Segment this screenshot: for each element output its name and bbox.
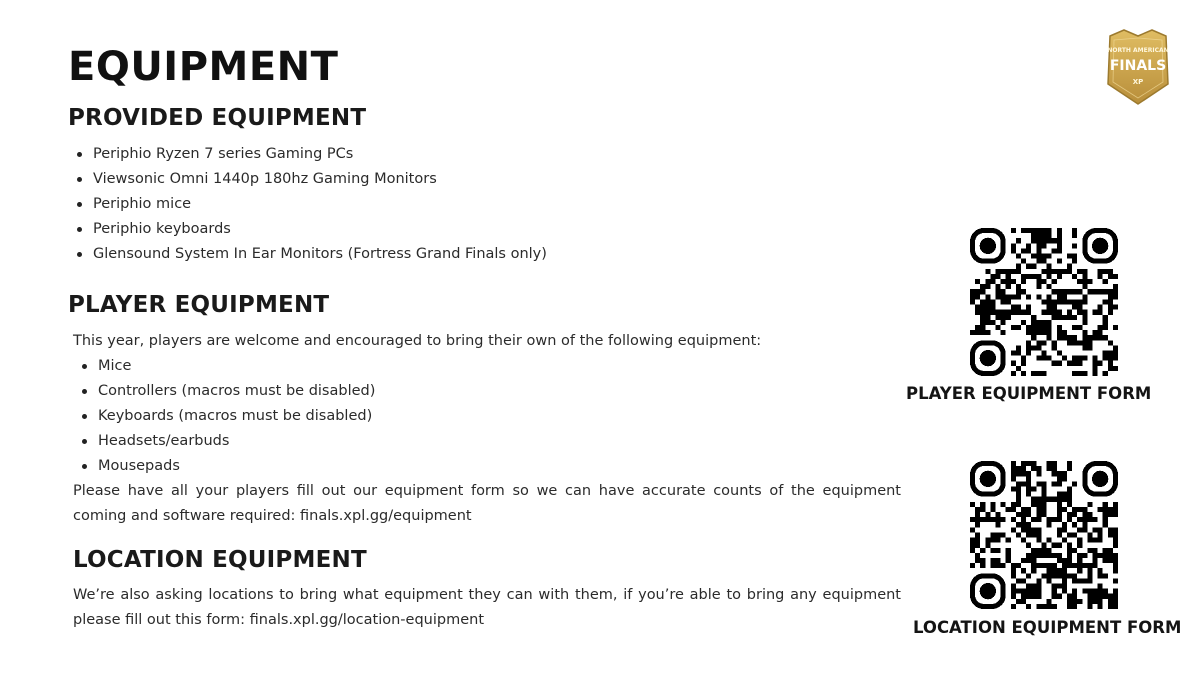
location-equipment-note: We’re also asking locations to bring what equipment they can with them, if you’re able to bring any equipment please fill out this form: finals.xpl.gg/location-equipment xyxy=(73,587,901,628)
location-equipment-form-label: LOCATION EQUIPMENT FORM xyxy=(913,618,1182,637)
north-american-finals-logo xyxy=(1102,26,1174,106)
provided-equipment-heading: PROVIDED EQUIPMENT xyxy=(68,105,367,131)
list-item: Periphio Ryzen 7 series Gaming PCs xyxy=(68,142,547,167)
svg-text:XP: XP xyxy=(1132,78,1144,86)
list-item: Periphio keyboards xyxy=(68,217,547,242)
list-item: Glensound System In Ear Monitors (Fortress Grand Finals only) xyxy=(68,242,547,267)
svg-text:NORTH AMERICAN: NORTH AMERICAN xyxy=(1107,47,1169,54)
player-equipment-intro: This year, players are welcome and encouraged to bring their own of the following equipment: xyxy=(73,333,762,349)
qr-finder-pattern xyxy=(973,464,1004,495)
qr-finder-pattern xyxy=(1085,231,1116,262)
qr-finder-pattern xyxy=(1085,464,1116,495)
svg-text:FINALS: FINALS xyxy=(1109,58,1167,74)
location-equipment-qr-code[interactable] xyxy=(970,461,1118,609)
provided-equipment-list xyxy=(68,142,547,267)
list-item: Headsets/earbuds xyxy=(73,429,375,454)
list-item: Periphio mice xyxy=(68,192,547,217)
player-equipment-qr-code[interactable] xyxy=(970,228,1118,376)
list-item: Mousepads xyxy=(73,454,375,479)
player-equipment-list xyxy=(73,354,375,479)
player-equipment-heading: PLAYER EQUIPMENT xyxy=(68,292,330,318)
page-title: EQUIPMENT xyxy=(68,44,339,90)
list-item: Mice xyxy=(73,354,375,379)
player-equipment-note: Please have all your players fill out our equipment form so we can have accurate counts of the equipment coming and software required: finals.xpl.gg/equipment xyxy=(73,483,901,524)
location-equipment-heading: LOCATION EQUIPMENT xyxy=(73,547,367,573)
qr-finder-pattern xyxy=(973,343,1004,374)
player-equipment-form-label: PLAYER EQUIPMENT FORM xyxy=(906,384,1152,403)
qr-finder-pattern xyxy=(973,231,1004,262)
list-item: Keyboards (macros must be disabled) xyxy=(73,404,375,429)
list-item: Viewsonic Omni 1440p 180hz Gaming Monitors xyxy=(68,167,547,192)
qr-finder-pattern xyxy=(973,576,1004,607)
list-item: Controllers (macros must be disabled) xyxy=(73,379,375,404)
